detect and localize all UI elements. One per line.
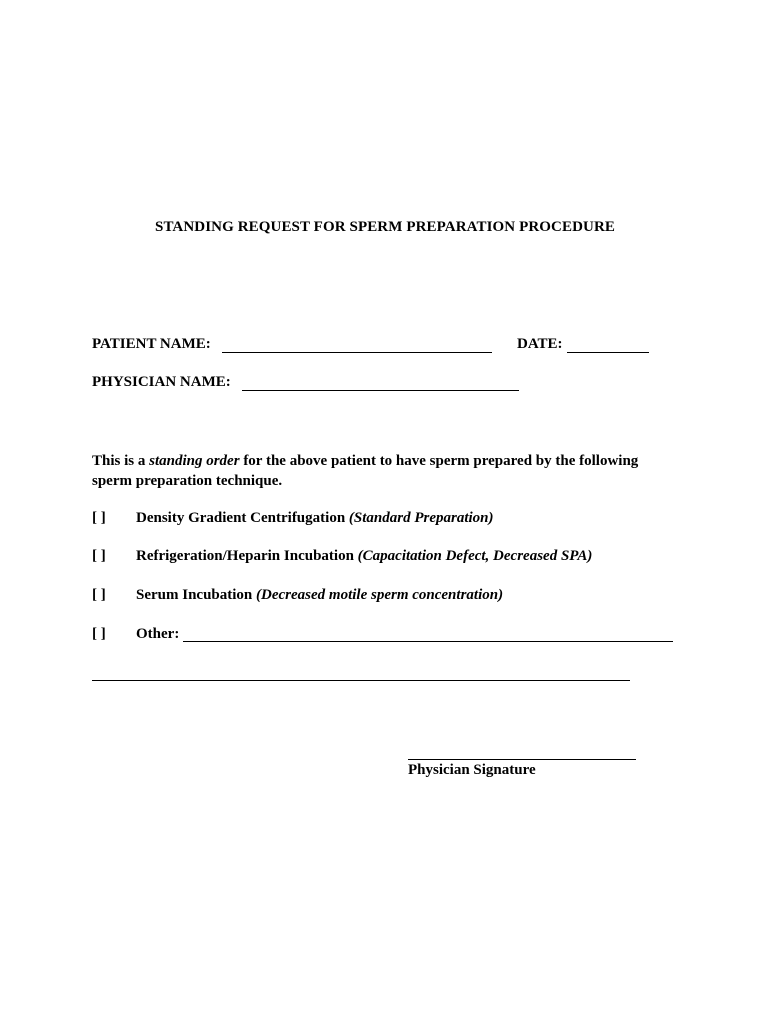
option-refrigeration-heparin xyxy=(92,548,592,565)
intro-paragraph xyxy=(92,451,652,491)
option-serum-incubation xyxy=(92,587,503,604)
signature-line[interactable] xyxy=(408,759,636,760)
option-label: Refrigeration/Heparin Incubation xyxy=(136,548,358,564)
option-note: (Standard Preparation) xyxy=(348,510,494,526)
option-checkbox[interactable]: [ ] xyxy=(92,510,106,526)
option-note: (Decreased motile sperm concentration) xyxy=(256,587,504,603)
option-density-gradient xyxy=(92,510,494,527)
physician-name-label: PHYSICIAN NAME: xyxy=(92,374,231,390)
option-other xyxy=(92,626,179,643)
intro-text-end: for the above patient to have sperm prepared by the following sperm preparation technique. xyxy=(92,453,639,489)
other-field[interactable] xyxy=(183,641,673,642)
option-checkbox[interactable]: [ ] xyxy=(92,548,106,564)
patient-name-label: PATIENT NAME: xyxy=(92,336,211,352)
physician-name-field[interactable] xyxy=(242,390,519,391)
option-checkbox[interactable]: [ ] xyxy=(92,626,106,642)
option-note: (Capacitation Defect, Decreased SPA) xyxy=(357,548,593,564)
other-field-continuation[interactable] xyxy=(92,680,630,681)
page-title: STANDING REQUEST FOR SPERM PREPARATION PROCEDURE xyxy=(155,219,615,235)
date-label: DATE: xyxy=(517,336,563,352)
intro-text-start: This is a xyxy=(92,453,150,469)
date-field[interactable] xyxy=(567,352,649,353)
signature-label: Physician Signature xyxy=(408,762,536,778)
intro-emphasis: standing order xyxy=(149,453,240,469)
option-label: Serum Incubation xyxy=(136,587,257,603)
option-label: Other: xyxy=(136,626,180,642)
option-label: Density Gradient Centrifugation xyxy=(136,510,349,526)
option-checkbox[interactable]: [ ] xyxy=(92,587,106,603)
patient-name-field[interactable] xyxy=(222,352,492,353)
